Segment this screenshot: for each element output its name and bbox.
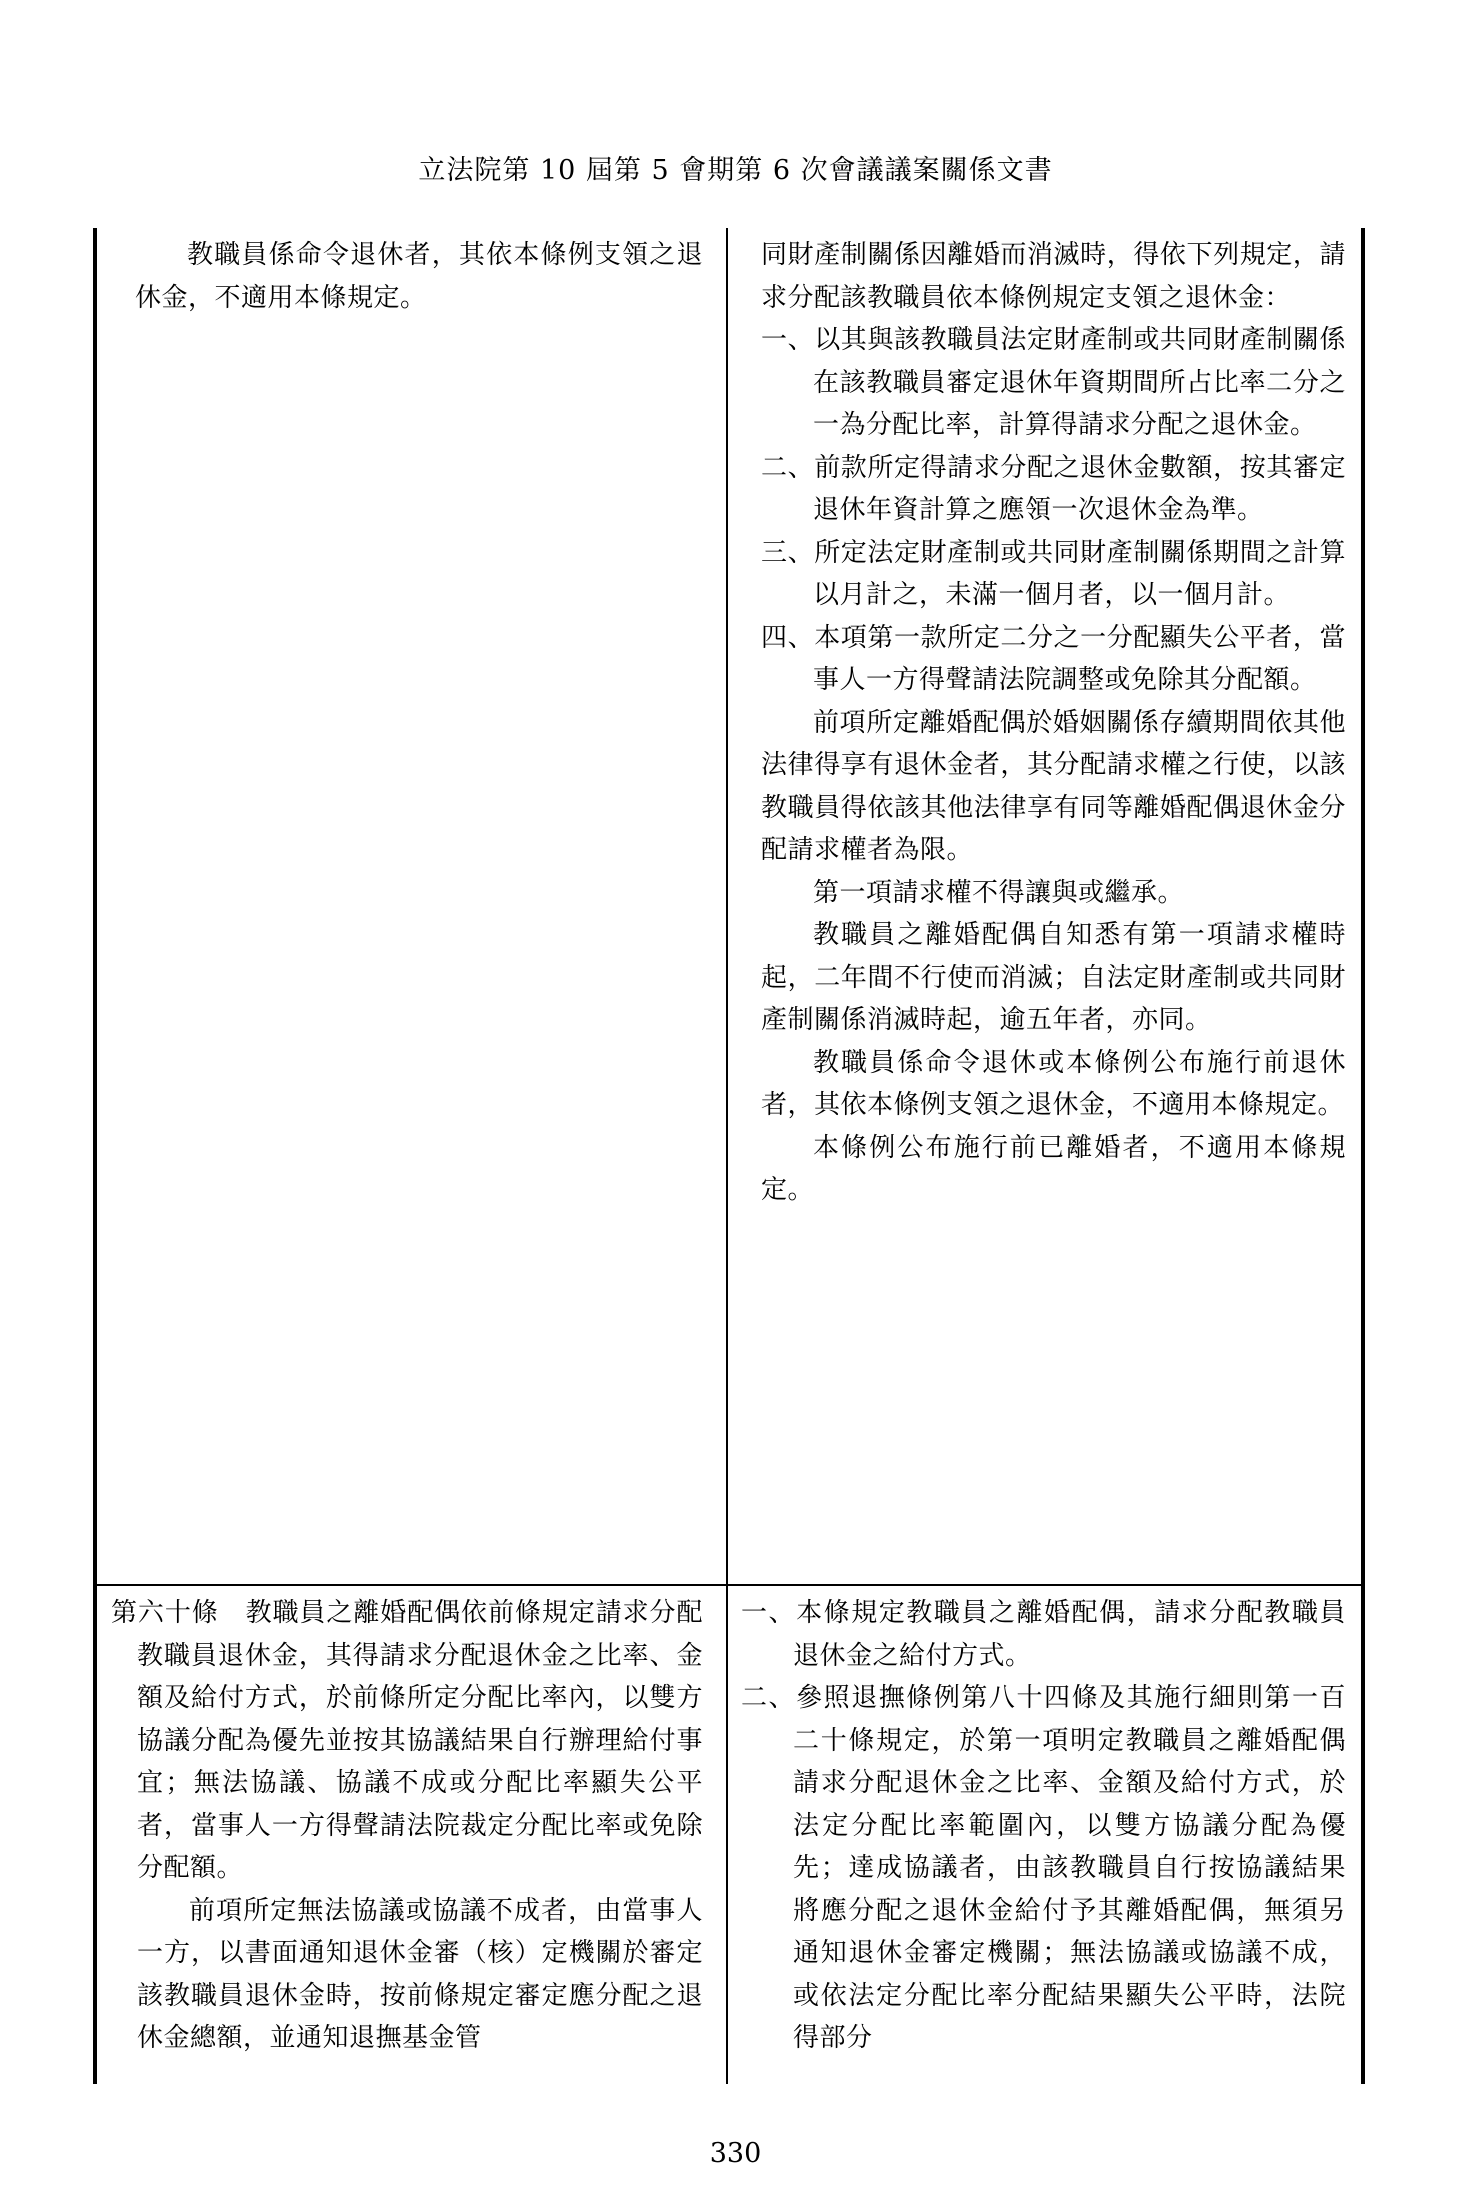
list-item: 二、參照退撫條例第八十四條及其施行細則第一百二十條規定，於第一項明定教職員之離婚配偶請求分配退休金之比率、金額及給付方式，於法定分配比率範圍內，以雙方協議分配為優先；達成協議者，由該教職員自行按協議結果將應分配之退休金給付予其離婚配偶，無須另通知退休金審定機關；無法協議或協議不成，或依法定分配比率分配結果顯失公平時，法院得部分	[741, 1683, 1346, 2053]
paragraph: 教職員之離婚配偶自知悉有第一項請求權時起，二年間不行使而消滅；自法定財產制或共同財產制關係消滅時起，逾五年者，亦同。	[761, 920, 1346, 1035]
article-text: 第六十條 教職員之離婚配偶依前條規定請求分配教職員退休金，其得請求分配退休金之比率、金額及給付方式，於前條所定分配比率內，以雙方協議分配為優先並按其協議結果自行辦理給付事宜；無法協議、協議不成或分配比率顯失公平者，當事人一方得聲請法院裁定分配比率或免除分配額。	[111, 1598, 703, 1883]
paragraph: 本條例公布施行前已離婚者，不適用本條規定。	[761, 1132, 1346, 1205]
row-divider	[93, 1584, 1365, 1586]
paragraph: 教職員係命令退休或本條例公布施行前退休者，其依本條例支領之退休金，不適用本條規定。	[761, 1047, 1346, 1120]
row2-right-cell	[741, 1592, 1346, 2082]
row1-right-cell	[761, 234, 1346, 1574]
column-divider	[726, 228, 728, 2084]
list-item: 二、前款所定得請求分配之退休金數額，按其審定退休年資計算之應領一次退休金為準。	[761, 452, 1346, 525]
list-item: 一、本條規定教職員之離婚配偶，請求分配教職員退休金之給付方式。	[741, 1598, 1346, 1671]
table-right-border	[1361, 228, 1365, 2084]
table-left-border	[93, 228, 97, 2084]
page-header: 立法院第 10 屆第 5 會期第 6 次會議議案關係文書	[418, 155, 1053, 186]
row2-left-cell	[111, 1592, 703, 2082]
comparison-table	[93, 228, 1365, 2084]
paragraph: 第一項請求權不得讓與或繼承。	[813, 877, 1185, 908]
list-item: 四、本項第一款所定二分之一分配顯失公平者，當事人一方得聲請法院調整或免除其分配額。	[761, 622, 1346, 695]
paragraph: 前項所定無法協議或協議不成者，由當事人一方，以書面通知退休金審（核）定機關於審定該教職員退休金時，按前條規定審定應分配之退休金總額，並通知退撫基金管	[137, 1895, 703, 2053]
list-item: 一、以其與該教職員法定財產制或共同財產制關係在該教職員審定退休年資期間所占比率二分之一為分配比率，計算得請求分配之退休金。	[761, 325, 1346, 440]
paragraph: 前項所定離婚配偶於婚姻關係存續期間依其他法律得享有退休金者，其分配請求權之行使，以該教職員得依該其他法律享有同等離婚配偶退休金分配請求權者為限。	[761, 707, 1346, 865]
paragraph: 教職員係命令退休者，其依本條例支領之退休金，不適用本條規定。	[135, 240, 703, 313]
page-number: 330	[709, 2138, 762, 2169]
row1-left-cell	[135, 234, 703, 1574]
list-item: 三、所定法定財產制或共同財產制關係期間之計算以月計之，未滿一個月者，以一個月計。	[761, 537, 1346, 610]
continued-paragraph: 同財產制關係因離婚而消滅時，得依下列規定，請求分配該教職員依本條例規定支領之退休金：	[761, 240, 1346, 313]
